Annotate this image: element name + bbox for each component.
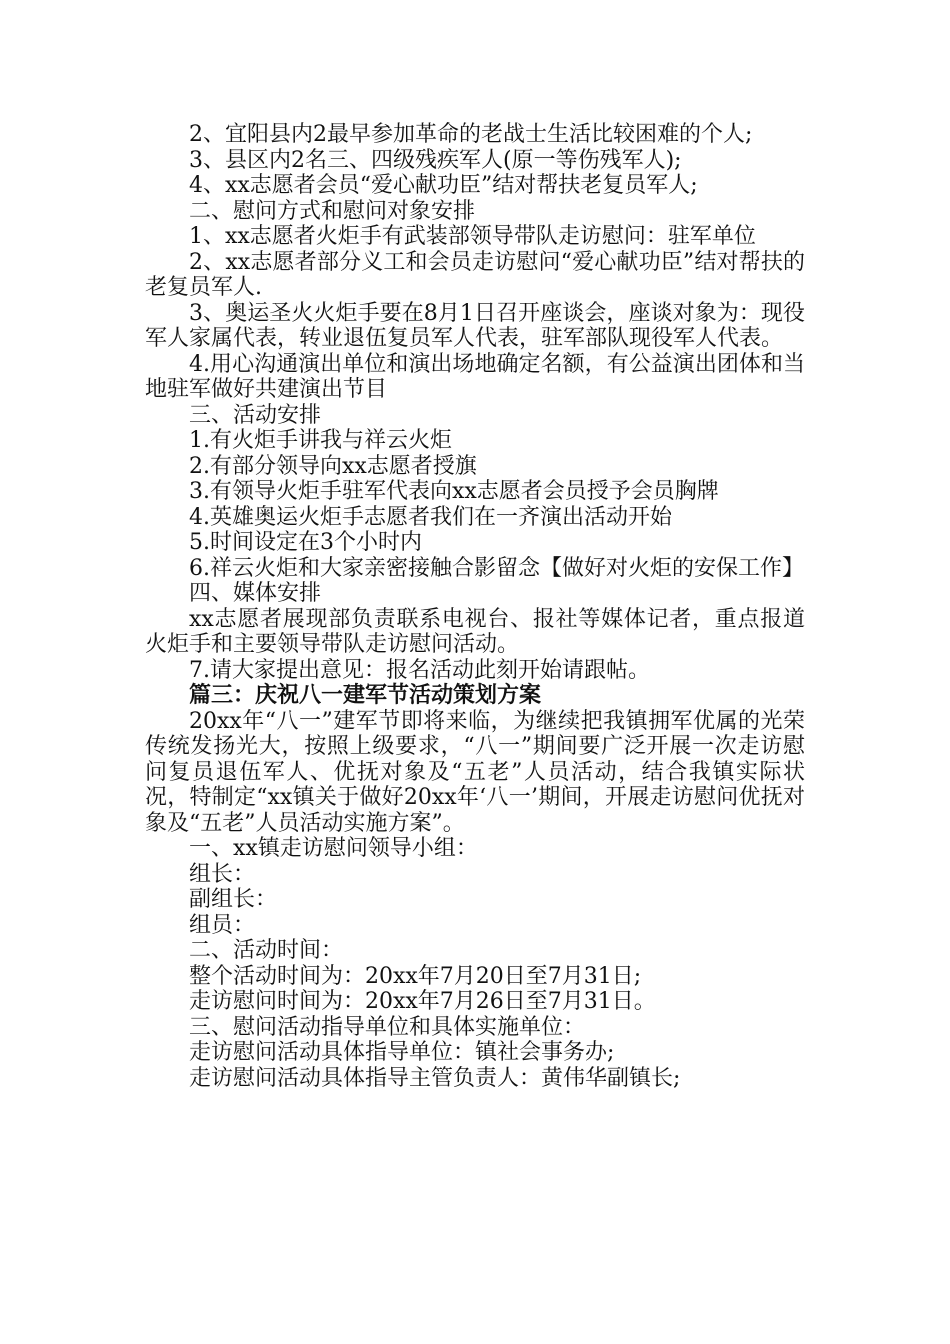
paragraph: 组长： [189, 861, 256, 887]
paragraph: 组员： [189, 912, 256, 938]
paragraph: 副组长： [189, 887, 278, 912]
list-item: 1.有火炬手讲我与祥云火炬 [189, 428, 452, 453]
paragraph: 3、奥运圣火火炬手要在8月1日召开座谈会，座谈对象为：现役军人家属代表，转业退伍复员军人代表，驻军部队现役军人代表。 [145, 300, 805, 351]
paragraph: 4.用心沟通演出单位和演出场地确定名额，有公益演出团体和当地驻军做好共建演出节目 [145, 351, 805, 402]
list-item: 2.有部分领导向xx志愿者授旗 [189, 453, 477, 479]
paragraph: xx志愿者展现部负责联系电视台、报社等媒体记者，重点报道火炬手和主要领导带队走访慰问活动。 [145, 606, 805, 657]
paragraph: 走访慰问活动具体指导主管负责人：黄伟华副镇长; [189, 1065, 681, 1091]
section-heading: 一、xx镇走访慰问领导小组： [189, 836, 478, 861]
paragraph: 2、宜阳县内2最早参加革命的老战士生活比较困难的个人; [189, 122, 753, 147]
paragraph: 4、xx志愿者会员“爱心献功臣”结对帮扶老复员军人; [189, 173, 698, 198]
list-item: 6.祥云火炬和大家亲密接触合影留念【做好对火炬的安保工作】 [189, 555, 804, 581]
paragraph: 1、xx志愿者火炬手有武装部领导带队走访慰问：驻军单位 [189, 224, 756, 249]
list-item: 3.有领导火炬手驻军代表向xx志愿者会员授予会员胸牌 [189, 479, 719, 504]
paragraph: 整个活动时间为：20xx年7月20日至7月31日; [189, 963, 642, 989]
paragraph: 2、xx志愿者部分义工和会员走访慰问“爱心献功臣”结对帮扶的老复员军人. [145, 249, 805, 300]
paragraph: 3、县区内2名三、四级残疾军人(原一等伤残军人); [189, 147, 682, 173]
paragraph: 走访慰问时间为：20xx年7月26日至7月31日。 [189, 989, 656, 1014]
article-title: 篇三：庆祝八一建军节活动策划方案 [189, 683, 542, 708]
paragraph: 走访慰问活动具体指导单位：镇社会事务办; [189, 1040, 615, 1065]
section-heading: 三、慰问活动指导单位和具体实施单位： [189, 1014, 586, 1040]
section-heading: 三、活动安排 [189, 402, 322, 428]
paragraph: 7.请大家提出意见：报名活动此刻开始请跟帖。 [189, 657, 650, 683]
section-heading: 二、慰问方式和慰问对象安排 [189, 198, 476, 224]
list-item: 5.时间设定在3个小时内 [189, 530, 422, 555]
section-heading: 二、活动时间： [189, 938, 344, 963]
list-item: 4.英雄奥运火炬手志愿者我们在一齐演出活动开始 [189, 504, 672, 530]
section-heading: 四、媒体安排 [189, 581, 322, 606]
paragraph: 20xx年“八一”建军节即将来临，为继续把我镇拥军优属的光荣传统发扬光大，按照上级要求，“八一”期间要广泛开展一次走访慰问复员退伍军人、优抚对象及“五老”人员活动，结合我镇实际状况，特制定“xx镇关于做好20xx年‘八一’期间，开展走访慰问优抚对象及“五老”人员活动实施方案”。 [145, 708, 805, 836]
document-body [145, 122, 805, 1091]
